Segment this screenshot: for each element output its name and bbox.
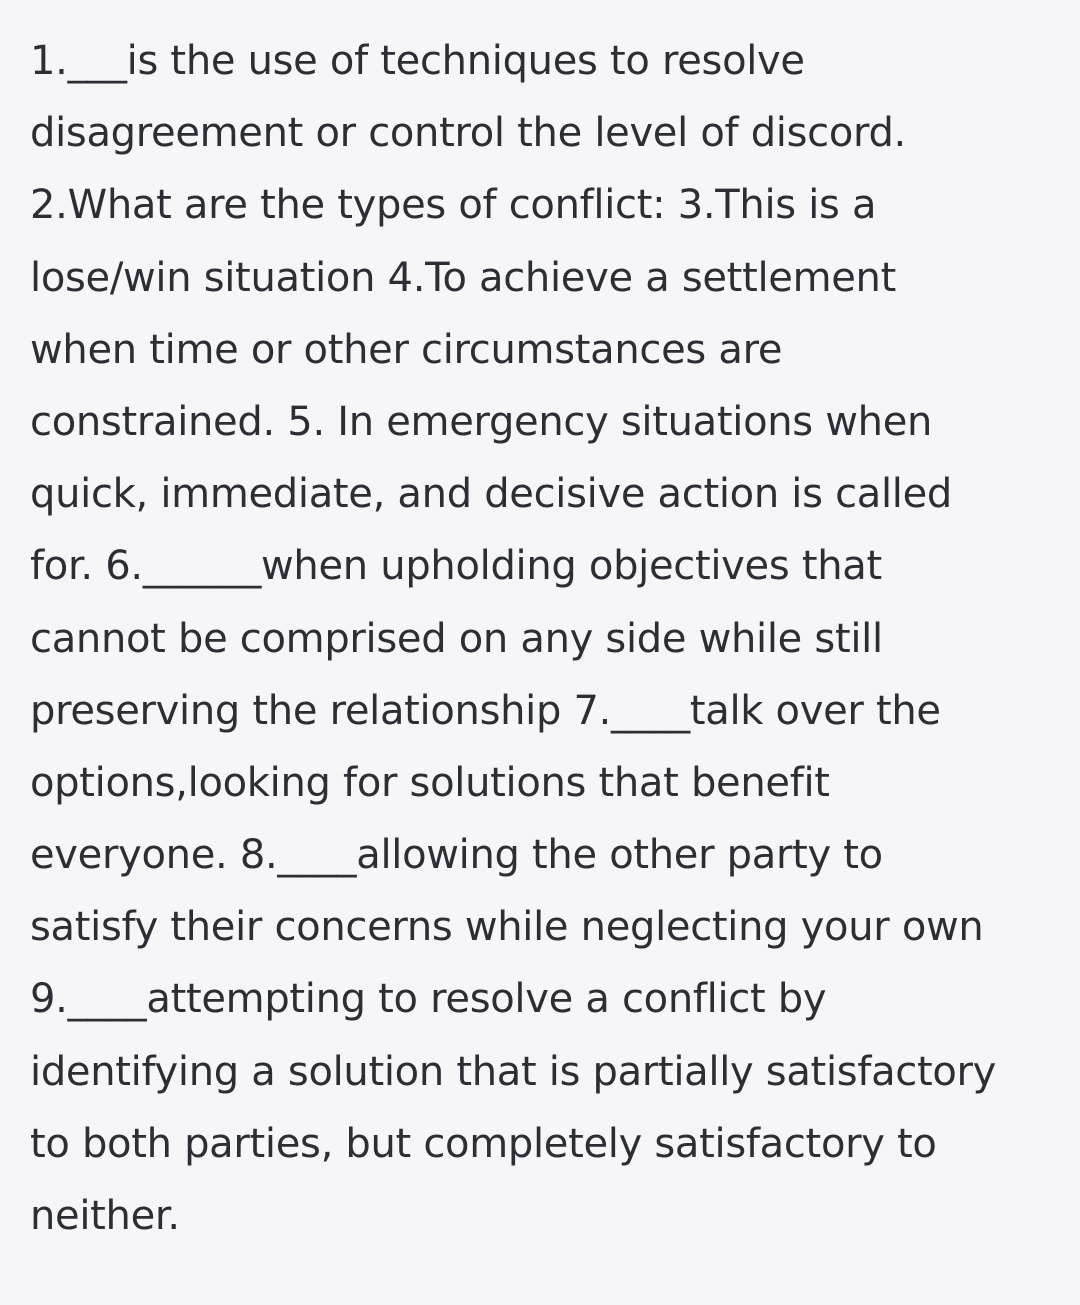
text-line-15: identifying a solution that is partially satisfactory — [30, 1048, 997, 1095]
text-line-17: neither. — [30, 1193, 180, 1239]
text-line-6: constrained. 5. In emergency situations when — [30, 398, 933, 445]
text-line-16: to both parties, but completely satisfactory to — [30, 1120, 937, 1167]
text-line-9: cannot be comprised on any side while still — [30, 615, 883, 662]
text-line-7: quick, immediate, and decisive action is called — [30, 471, 952, 518]
text-line-14: 9.____attempting to resolve a conflict by — [30, 976, 827, 1023]
text-line-11: options,looking for solutions that benefit — [30, 759, 830, 806]
text-line-4: lose/win situation 4.To achieve a settlement — [30, 254, 896, 301]
text-line-10: preserving the relationship 7.____talk over the — [30, 687, 941, 734]
text-line-8: for. 6.______when upholding objectives that — [30, 543, 882, 590]
text-line-2: disagreement or control the level of discord. — [30, 110, 906, 157]
text-line-5: when time or other circumstances are — [30, 326, 783, 373]
text-line-3: 2.What are the types of conflict: 3.This is a — [30, 182, 877, 229]
text-line-13: satisfy their concerns while neglecting your own — [30, 904, 984, 951]
question-text-block — [30, 30, 996, 1257]
text-line-1: 1.___is the use of techniques to resolve — [30, 38, 805, 84]
text-line-12: everyone. 8.____allowing the other party to — [30, 832, 883, 879]
